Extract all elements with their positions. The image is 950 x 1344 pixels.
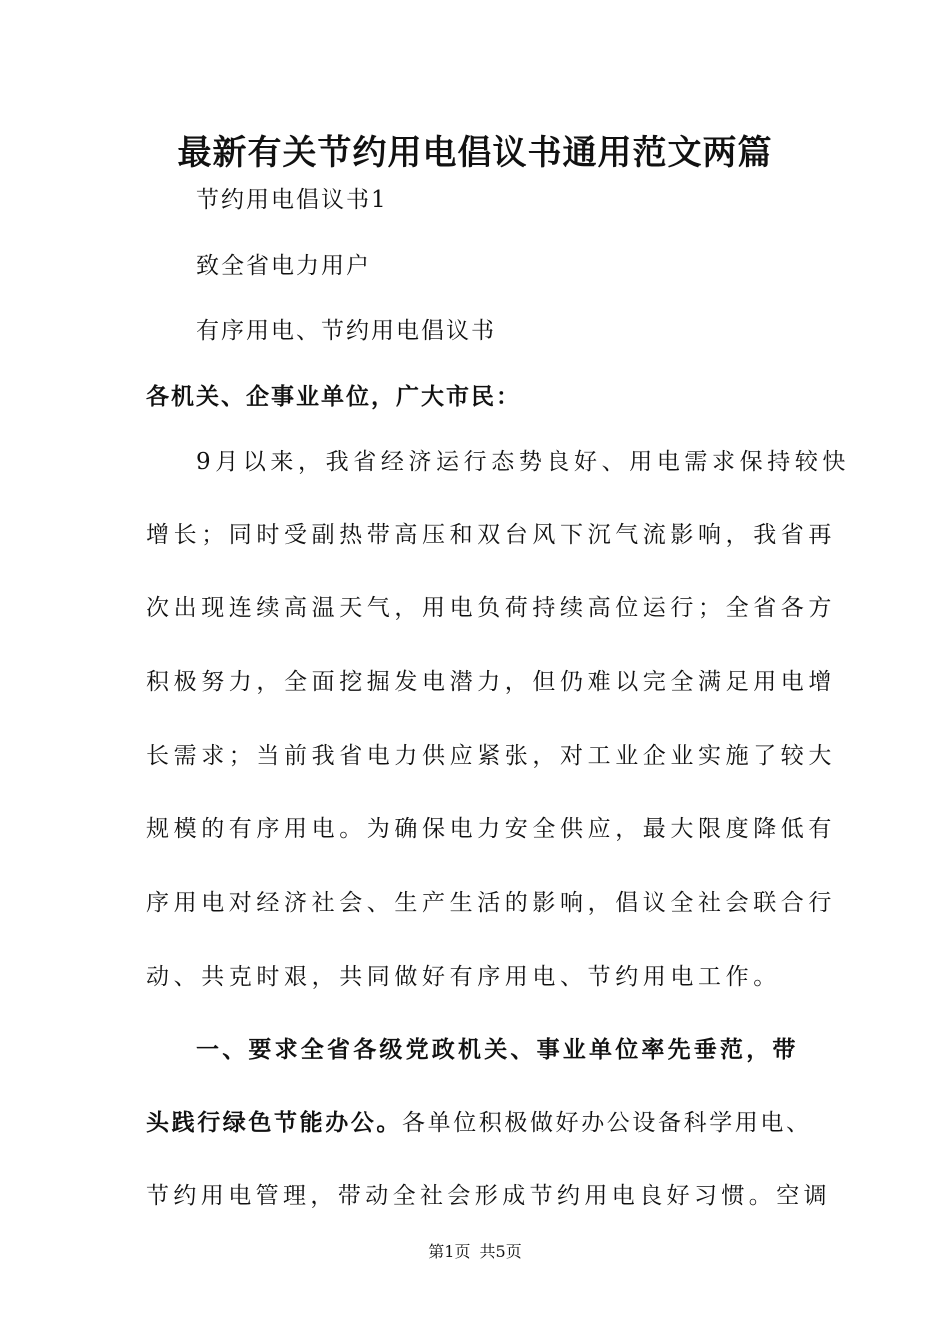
paragraph-1-line: 增长；同时受副热带高压和双台风下沉气流影响，我省再 <box>146 522 836 548</box>
paragraph-1-line: 长需求；当前我省电力供应紧张，对工业企业实施了较大 <box>146 743 836 769</box>
paragraph-1-line: 积极努力，全面挖掘发电潜力，但仍难以完全满足用电增 <box>146 669 836 695</box>
paragraph-1-line: 规模的有序用电。为确保电力安全供应，最大限度降低有 <box>146 816 836 842</box>
section-1-heading: 一、要求全省各级党政机关、事业单位率先垂范，带 <box>196 1036 799 1063</box>
paragraph-1-line: 9月以来，我省经济运行态势良好、用电需求保持较快 <box>196 449 851 475</box>
subtitle-1: 节约用电倡议书1 <box>196 187 388 213</box>
paragraph-1-line: 动、共克时艰，共同做好有序用电、节约用电工作。 <box>146 964 781 990</box>
section-1-line: 节约用电管理，带动全社会形成节约用电良好习惯。空调 <box>146 1183 831 1209</box>
subtitle-2: 致全省电力用户 <box>196 253 371 279</box>
page-footer <box>0 1240 950 1264</box>
salutation: 各机关、企事业单位，广大市民： <box>146 383 521 410</box>
document-title: 最新有关节约用电倡议书通用范文两篇 <box>177 133 773 173</box>
section-1-line <box>146 1107 812 1139</box>
section-1-heading-continued: 头践行绿色节能办公。 <box>146 1109 402 1136</box>
subtitle-3: 有序用电、节约用电倡议书 <box>196 318 496 344</box>
paragraph-1-line: 次出现连续高温天气，用电负荷持续高位运行；全省各方 <box>146 595 836 621</box>
section-1-text: 各单位积极做好办公设备科学用电、 <box>402 1110 812 1136</box>
page-number: 第1页 <box>428 1242 471 1261</box>
page-total: 共5页 <box>479 1242 522 1261</box>
paragraph-1-line: 序用电对经济社会、生产生活的影响，倡议全社会联合行 <box>146 890 836 916</box>
